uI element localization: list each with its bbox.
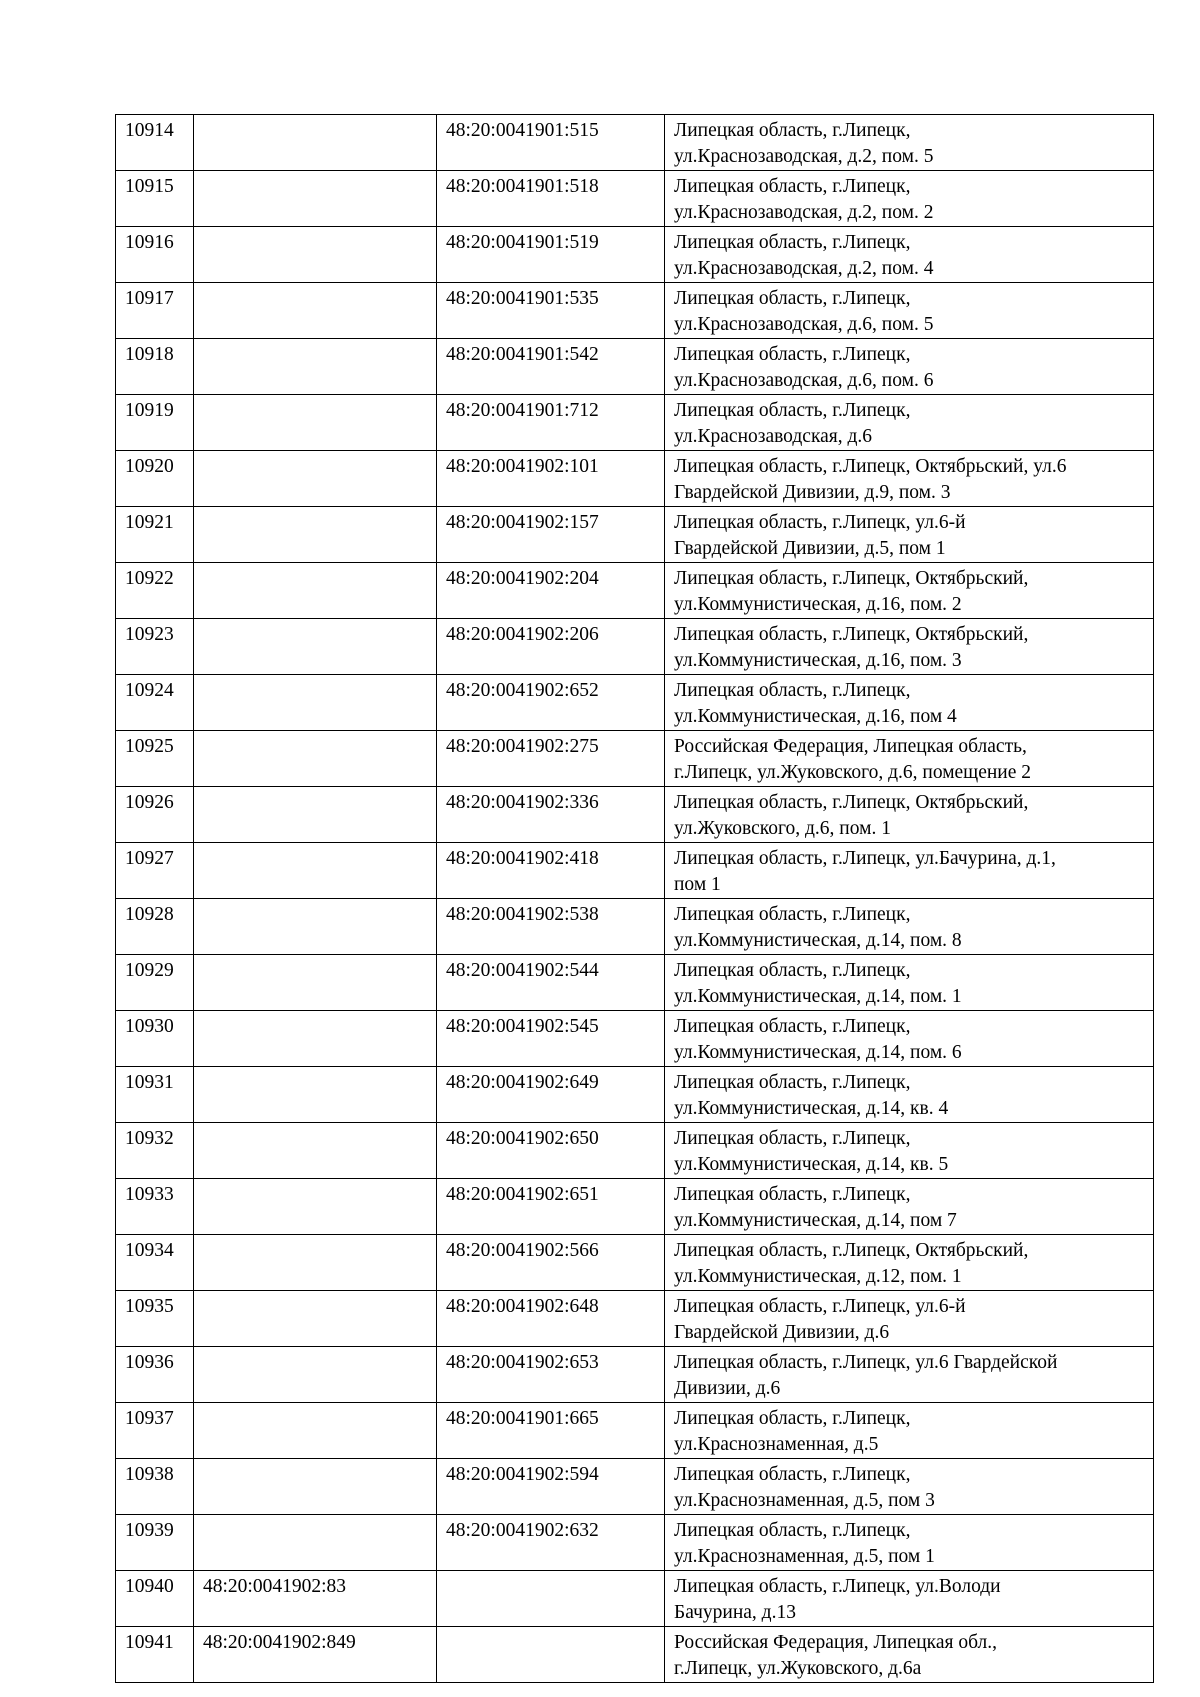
object-cadastral-number-cell: 48:20:0041902:206 (437, 619, 665, 675)
address-line-1: Липецкая область, г.Липецк, Октябрьский, (674, 568, 1029, 589)
address-line-1: Липецкая область, г.Липецк, (674, 400, 911, 421)
address-line-1: Липецкая область, г.Липецк, (674, 176, 911, 197)
object-cadastral-number-cell: 48:20:0041902:652 (437, 675, 665, 731)
address-line-2: ул.Коммунистическая, д.16, пом 4 (674, 706, 957, 727)
object-cadastral-number-cell: 48:20:0041902:566 (437, 1235, 665, 1291)
object-cadastral-number-cell: 48:20:0041902:418 (437, 843, 665, 899)
address-cell (665, 1179, 1154, 1235)
address-line-2: ул.Коммунистическая, д.14, пом. 6 (674, 1042, 962, 1063)
row-number-cell: 10916 (116, 227, 194, 283)
row-number-cell: 10935 (116, 1291, 194, 1347)
address-line-1: Липецкая область, г.Липецк, ул.6-й (674, 1296, 966, 1317)
address-cell (665, 171, 1154, 227)
address-line-2: ул.Краснозаводская, д.6, пом. 6 (674, 370, 934, 391)
table-row (116, 675, 1154, 731)
address-line-2: Гвардейской Дивизии, д.9, пом. 3 (674, 482, 951, 503)
land-cadastral-number-cell (194, 731, 437, 787)
table-row (116, 619, 1154, 675)
row-number-cell: 10937 (116, 1403, 194, 1459)
address-line-1: Липецкая область, г.Липецк, (674, 1408, 911, 1429)
address-line-2: ул.Коммунистическая, д.16, пом. 3 (674, 650, 962, 671)
table-row (116, 563, 1154, 619)
object-cadastral-number-cell (437, 1627, 665, 1683)
land-cadastral-number-cell (194, 227, 437, 283)
table-row (116, 283, 1154, 339)
address-cell (665, 283, 1154, 339)
object-cadastral-number-cell: 48:20:0041902:544 (437, 955, 665, 1011)
table-row (116, 955, 1154, 1011)
address-cell (665, 227, 1154, 283)
land-cadastral-number-cell (194, 563, 437, 619)
address-cell (665, 1067, 1154, 1123)
address-cell (665, 1403, 1154, 1459)
address-cell (665, 619, 1154, 675)
row-number-cell: 10928 (116, 899, 194, 955)
object-cadastral-number-cell: 48:20:0041902:204 (437, 563, 665, 619)
address-line-2: ул.Краснознаменная, д.5 (674, 1434, 879, 1455)
row-number-cell: 10932 (116, 1123, 194, 1179)
address-line-2: ул.Коммунистическая, д.12, пом. 1 (674, 1266, 962, 1287)
land-cadastral-number-cell: 48:20:0041902:83 (194, 1571, 437, 1627)
row-number-cell: 10933 (116, 1179, 194, 1235)
object-cadastral-number-cell: 48:20:0041902:632 (437, 1515, 665, 1571)
address-cell (665, 1515, 1154, 1571)
address-line-2: Гвардейской Дивизии, д.5, пом 1 (674, 538, 946, 559)
address-line-2: Бачурина, д.13 (674, 1602, 796, 1623)
address-line-1: Липецкая область, г.Липецк, Октябрьский, (674, 792, 1029, 813)
address-cell (665, 115, 1154, 171)
table-row (116, 507, 1154, 563)
address-cell (665, 1291, 1154, 1347)
row-number-cell: 10921 (116, 507, 194, 563)
land-cadastral-number-cell (194, 507, 437, 563)
address-cell (665, 1571, 1154, 1627)
table-row (116, 1459, 1154, 1515)
object-cadastral-number-cell: 48:20:0041901:519 (437, 227, 665, 283)
address-cell (665, 731, 1154, 787)
address-line-1: Липецкая область, г.Липецк, (674, 1128, 911, 1149)
table-row (116, 227, 1154, 283)
table-row (116, 787, 1154, 843)
registry-body (116, 115, 1154, 1683)
object-cadastral-number-cell: 48:20:0041902:649 (437, 1067, 665, 1123)
table-row (116, 339, 1154, 395)
address-line-1: Липецкая область, г.Липецк, (674, 120, 911, 141)
land-cadastral-number-cell (194, 115, 437, 171)
object-cadastral-number-cell: 48:20:0041901:518 (437, 171, 665, 227)
table-row (116, 1011, 1154, 1067)
land-cadastral-number-cell: 48:20:0041902:849 (194, 1627, 437, 1683)
address-line-1: Российская Федерация, Липецкая обл., (674, 1632, 998, 1653)
address-line-2: ул.Коммунистическая, д.14, кв. 4 (674, 1098, 949, 1119)
address-line-2: ул.Краснозаводская, д.6, пом. 5 (674, 314, 934, 335)
land-cadastral-number-cell (194, 843, 437, 899)
address-line-1: Российская Федерация, Липецкая область, (674, 736, 1027, 757)
row-number-cell: 10927 (116, 843, 194, 899)
address-cell (665, 1123, 1154, 1179)
row-number-cell: 10931 (116, 1067, 194, 1123)
table-row (116, 1179, 1154, 1235)
object-cadastral-number-cell: 48:20:0041902:653 (437, 1347, 665, 1403)
address-line-1: Липецкая область, г.Липецк, ул.6-й (674, 512, 966, 533)
address-line-1: Липецкая область, г.Липецк, Октябрьский, (674, 1240, 1029, 1261)
address-cell (665, 1011, 1154, 1067)
address-cell (665, 1235, 1154, 1291)
address-line-1: Липецкая область, г.Липецк, (674, 680, 911, 701)
address-line-2: г.Липецк, ул.Жуковского, д.6, помещение 2 (674, 762, 1032, 783)
address-line-2: Дивизии, д.6 (674, 1378, 781, 1399)
address-cell (665, 395, 1154, 451)
property-registry-table (115, 114, 1154, 1683)
address-line-1: Липецкая область, г.Липецк, (674, 1016, 911, 1037)
table-row (116, 395, 1154, 451)
address-cell (665, 507, 1154, 563)
table-row (116, 899, 1154, 955)
land-cadastral-number-cell (194, 787, 437, 843)
row-number-cell: 10940 (116, 1571, 194, 1627)
object-cadastral-number-cell: 48:20:0041902:651 (437, 1179, 665, 1235)
address-line-2: ул.Коммунистическая, д.14, пом. 1 (674, 986, 962, 1007)
address-line-2: ул.Коммунистическая, д.16, пом. 2 (674, 594, 962, 615)
address-line-2: ул.Краснознаменная, д.5, пом 3 (674, 1490, 935, 1511)
address-cell (665, 1627, 1154, 1683)
address-line-1: Липецкая область, г.Липецк, (674, 232, 911, 253)
address-cell (665, 675, 1154, 731)
land-cadastral-number-cell (194, 451, 437, 507)
address-line-1: Липецкая область, г.Липецк, (674, 960, 911, 981)
object-cadastral-number-cell: 48:20:0041902:594 (437, 1459, 665, 1515)
address-line-1: Липецкая область, г.Липецк, Октябрьский, ул.6 (674, 456, 1067, 477)
address-cell (665, 1347, 1154, 1403)
table-row (116, 1123, 1154, 1179)
address-line-1: Липецкая область, г.Липецк, (674, 904, 911, 925)
table-row (116, 731, 1154, 787)
row-number-cell: 10917 (116, 283, 194, 339)
address-line-2: ул.Жуковского, д.6, пом. 1 (674, 818, 891, 839)
table-row (116, 1067, 1154, 1123)
land-cadastral-number-cell (194, 899, 437, 955)
address-cell (665, 955, 1154, 1011)
address-line-2: ул.Краснозаводская, д.2, пом. 2 (674, 202, 934, 223)
object-cadastral-number-cell: 48:20:0041901:665 (437, 1403, 665, 1459)
address-cell (665, 1459, 1154, 1515)
address-cell (665, 843, 1154, 899)
address-line-1: Липецкая область, г.Липецк, ул.Володи (674, 1576, 1001, 1597)
address-line-2: ул.Краснозаводская, д.2, пом. 5 (674, 146, 934, 167)
object-cadastral-number-cell: 48:20:0041902:101 (437, 451, 665, 507)
address-line-1: Липецкая область, г.Липецк, ул.Бачурина, д.1, (674, 848, 1056, 869)
row-number-cell: 10918 (116, 339, 194, 395)
land-cadastral-number-cell (194, 1235, 437, 1291)
object-cadastral-number-cell: 48:20:0041902:538 (437, 899, 665, 955)
address-line-1: Липецкая область, г.Липецк, (674, 288, 911, 309)
land-cadastral-number-cell (194, 395, 437, 451)
address-cell (665, 787, 1154, 843)
object-cadastral-number-cell (437, 1571, 665, 1627)
land-cadastral-number-cell (194, 339, 437, 395)
address-cell (665, 339, 1154, 395)
land-cadastral-number-cell (194, 1459, 437, 1515)
object-cadastral-number-cell: 48:20:0041901:535 (437, 283, 665, 339)
object-cadastral-number-cell: 48:20:0041902:336 (437, 787, 665, 843)
row-number-cell: 10919 (116, 395, 194, 451)
row-number-cell: 10925 (116, 731, 194, 787)
address-cell (665, 451, 1154, 507)
row-number-cell: 10926 (116, 787, 194, 843)
address-line-1: Липецкая область, г.Липецк, ул.6 Гвардейской (674, 1352, 1058, 1373)
address-line-1: Липецкая область, г.Липецк, Октябрьский, (674, 624, 1029, 645)
row-number-cell: 10936 (116, 1347, 194, 1403)
table-row (116, 171, 1154, 227)
row-number-cell: 10915 (116, 171, 194, 227)
object-cadastral-number-cell: 48:20:0041901:712 (437, 395, 665, 451)
address-cell (665, 563, 1154, 619)
land-cadastral-number-cell (194, 171, 437, 227)
address-line-2: ул.Краснознаменная, д.5, пом 1 (674, 1546, 935, 1567)
row-number-cell: 10920 (116, 451, 194, 507)
object-cadastral-number-cell: 48:20:0041902:275 (437, 731, 665, 787)
row-number-cell: 10914 (116, 115, 194, 171)
address-line-2: пом 1 (674, 874, 721, 895)
address-line-2: ул.Коммунистическая, д.14, пом. 8 (674, 930, 962, 951)
object-cadastral-number-cell: 48:20:0041902:650 (437, 1123, 665, 1179)
table-row (116, 843, 1154, 899)
row-number-cell: 10929 (116, 955, 194, 1011)
row-number-cell: 10922 (116, 563, 194, 619)
table-row (116, 1627, 1154, 1683)
table-row (116, 1235, 1154, 1291)
land-cadastral-number-cell (194, 1123, 437, 1179)
land-cadastral-number-cell (194, 619, 437, 675)
object-cadastral-number-cell: 48:20:0041902:157 (437, 507, 665, 563)
address-line-1: Липецкая область, г.Липецк, (674, 1072, 911, 1093)
table-row (116, 1403, 1154, 1459)
land-cadastral-number-cell (194, 1515, 437, 1571)
land-cadastral-number-cell (194, 1403, 437, 1459)
land-cadastral-number-cell (194, 1179, 437, 1235)
land-cadastral-number-cell (194, 1347, 437, 1403)
address-line-2: ул.Коммунистическая, д.14, пом 7 (674, 1210, 957, 1231)
land-cadastral-number-cell (194, 283, 437, 339)
address-line-2: Гвардейской Дивизии, д.6 (674, 1322, 890, 1343)
address-line-1: Липецкая область, г.Липецк, (674, 1464, 911, 1485)
object-cadastral-number-cell: 48:20:0041902:648 (437, 1291, 665, 1347)
row-number-cell: 10924 (116, 675, 194, 731)
row-number-cell: 10930 (116, 1011, 194, 1067)
address-cell (665, 899, 1154, 955)
address-line-2: ул.Коммунистическая, д.14, кв. 5 (674, 1154, 949, 1175)
table-row (116, 1347, 1154, 1403)
land-cadastral-number-cell (194, 1011, 437, 1067)
row-number-cell: 10941 (116, 1627, 194, 1683)
row-number-cell: 10923 (116, 619, 194, 675)
address-line-1: Липецкая область, г.Липецк, (674, 344, 911, 365)
table-row (116, 1515, 1154, 1571)
table-row (116, 115, 1154, 171)
row-number-cell: 10938 (116, 1459, 194, 1515)
table-row (116, 1571, 1154, 1627)
table-row (116, 451, 1154, 507)
address-line-1: Липецкая область, г.Липецк, (674, 1184, 911, 1205)
land-cadastral-number-cell (194, 1067, 437, 1123)
land-cadastral-number-cell (194, 1291, 437, 1347)
object-cadastral-number-cell: 48:20:0041902:545 (437, 1011, 665, 1067)
address-line-2: г.Липецк, ул.Жуковского, д.6а (674, 1658, 922, 1679)
land-cadastral-number-cell (194, 675, 437, 731)
address-line-2: ул.Краснозаводская, д.2, пом. 4 (674, 258, 934, 279)
object-cadastral-number-cell: 48:20:0041901:515 (437, 115, 665, 171)
land-cadastral-number-cell (194, 955, 437, 1011)
address-line-2: ул.Краснозаводская, д.6 (674, 426, 873, 447)
table-row (116, 1291, 1154, 1347)
address-line-1: Липецкая область, г.Липецк, (674, 1520, 911, 1541)
row-number-cell: 10939 (116, 1515, 194, 1571)
row-number-cell: 10934 (116, 1235, 194, 1291)
object-cadastral-number-cell: 48:20:0041901:542 (437, 339, 665, 395)
